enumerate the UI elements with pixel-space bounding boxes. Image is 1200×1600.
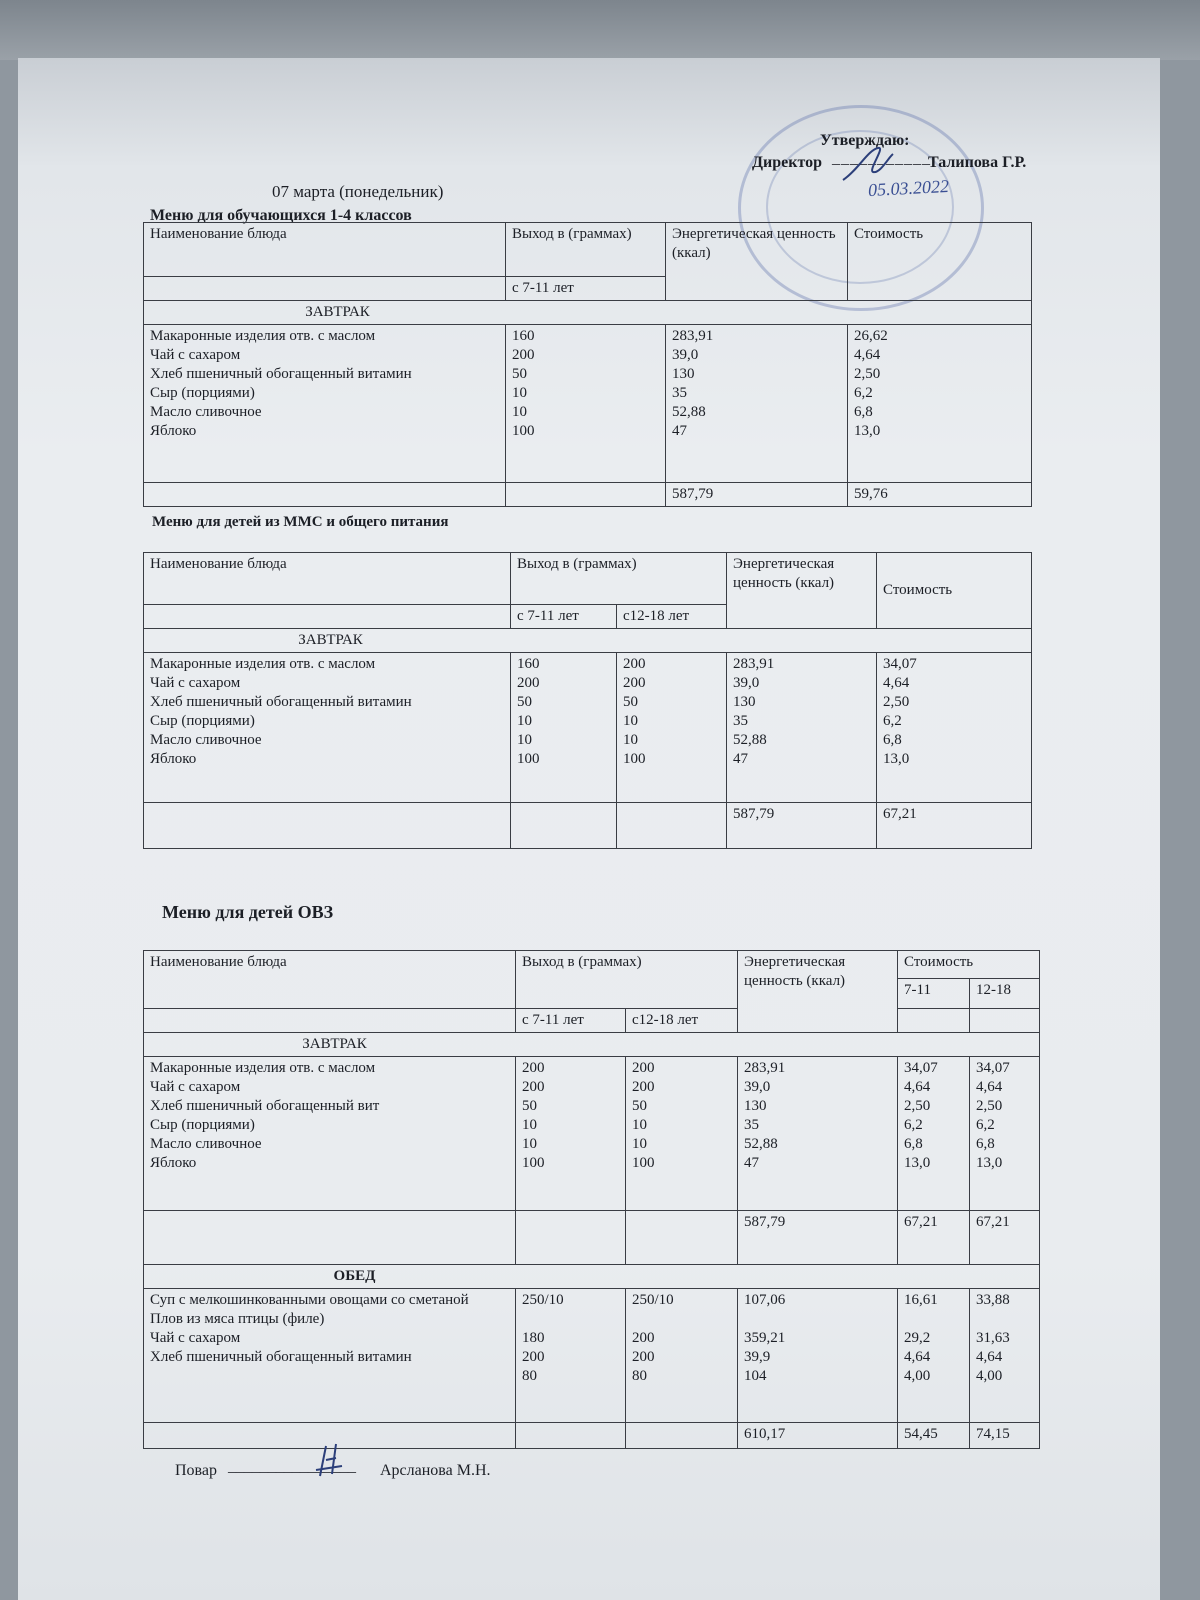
cook-signature-line: ________________ [228,1458,356,1475]
section3-meal-lunch: ОБЕД [144,1265,1040,1289]
section2-yield2: 200 200 50 10 10 100 [617,653,727,803]
section3-breakfast-total-cost2: 67,21 [970,1211,1040,1265]
section2-sub-age2: с12-18 лет [617,605,727,629]
section3-breakfast-total-cost1: 67,21 [898,1211,970,1265]
section1-dishes: Макаронные изделия отв. с маслом Чай с сахаром Хлеб пшеничный обогащенный витамин Сыр (порциями) Масло сливочное Яблоко [144,325,506,483]
section3-cost-sub1: 7-11 [898,979,970,1009]
section3-breakfast-total-empty [144,1211,516,1265]
section1-total-energy: 587,79 [666,483,848,507]
approve-label: Утверждаю: [820,132,910,149]
section2-total-empty3 [617,803,727,849]
section2-total-empty2 [511,803,617,849]
section1-col-cost: Стоимость [848,223,1032,301]
section3-breakfast-energy: 283,91 39,0 130 35 52,88 47 [738,1057,898,1211]
section1-sub-age: с 7-11 лет [506,277,666,301]
section3-lunch-total-empty2 [516,1423,626,1449]
section2-total-empty [144,803,511,849]
section3-breakfast-yield2: 200 200 50 10 10 100 [626,1057,738,1211]
section2-meal: ЗАВТРАК [144,629,1032,653]
section1-energy: 283,91 39,0 130 35 52,88 47 [666,325,848,483]
section3-breakfast-total-energy: 587,79 [738,1211,898,1265]
director-signature-line: ___________ [832,150,931,167]
section3-breakfast-yield1: 200 200 50 10 10 100 [516,1057,626,1211]
section2-col-name: Наименование блюда [144,553,511,605]
section3-lunch-yield2: 250/10 200 200 80 [626,1289,738,1423]
section3-col-energy: Энергетическая ценность (ккал) [738,951,898,1033]
section1-total-empty [144,483,506,507]
section3-lunch-total-cost2: 74,15 [970,1423,1040,1449]
section3-lunch-dishes: Суп с мелкошинкованными овощами со сметаной Плов из мяса птицы (филе) Чай с сахаром Хлеб пшеничный обогащенный витамин [144,1289,516,1423]
section2-sub-age1: с 7-11 лет [511,605,617,629]
section3-empty-cell [144,1009,516,1033]
section3-title: Меню для детей ОВЗ [162,902,334,922]
section3-breakfast-cost1: 34,07 4,64 2,50 6,2 6,8 13,0 [898,1057,970,1211]
section3-table [143,950,1040,1449]
section1-col-name: Наименование блюда [144,223,506,277]
director-label: Директор [752,154,822,171]
section2-cost: 34,07 4,64 2,50 6,2 6,8 13,0 [877,653,1032,803]
section2-col-cost: Стоимость [877,553,1032,629]
section1-col-energy: Энергетическая ценность (ккал) [666,223,848,301]
section1-meal: ЗАВТРАК [144,301,1032,325]
stamp-date: 05.03.2022 [867,175,950,201]
section3-breakfast-total-empty3 [626,1211,738,1265]
section2-col-yield: Выход в (граммах) [511,553,727,605]
section1-empty-cell [144,277,506,301]
section1-cost: 26,62 4,64 2,50 6,2 6,8 13,0 [848,325,1032,483]
section3-meal-breakfast: ЗАВТРАК [144,1033,1040,1057]
section2-yield1: 160 200 50 10 10 100 [511,653,617,803]
section3-breakfast-dishes: Макаронные изделия отв. с маслом Чай с сахаром Хлеб пшеничный обогащенный вит Сыр (порциями) Масло сливочное Яблоко [144,1057,516,1211]
menu-date: 07 марта (понедельник) [272,182,444,201]
section3-lunch-total-energy: 610,17 [738,1423,898,1449]
section1-title: Меню для обучающихся 1-4 классов [150,207,412,224]
section2-table [143,552,1032,849]
section3-lunch-total-cost1: 54,45 [898,1423,970,1449]
section3-empty-cost2 [970,1009,1040,1033]
section3-lunch-cost1: 16,61 29,2 4,64 4,00 [898,1289,970,1423]
cook-signature [312,1440,348,1480]
section2-energy: 283,91 39,0 130 35 52,88 47 [727,653,877,803]
section2-title: Меню для детей из ММС и общего питания [152,514,449,530]
section3-col-yield: Выход в (граммах) [516,951,738,1009]
section3-sub-age2: с12-18 лет [626,1009,738,1033]
section1-total-cost: 59,76 [848,483,1032,507]
section3-breakfast-cost2: 34,07 4,64 2,50 6,2 6,8 13,0 [970,1057,1040,1211]
section3-lunch-energy: 107,06 359,21 39,9 104 [738,1289,898,1423]
cook-name: Арсланова М.Н. [380,1462,491,1479]
section3-col-name: Наименование блюда [144,951,516,1009]
section3-empty-cost1 [898,1009,970,1033]
section1-table [143,222,1032,507]
section2-empty-cell [144,605,511,629]
section3-col-cost: Стоимость [898,951,1040,979]
section3-lunch-yield1: 250/10 180 200 80 [516,1289,626,1423]
section2-total-energy: 587,79 [727,803,877,849]
section1-col-yield: Выход в (граммах) [506,223,666,277]
cook-label: Повар [175,1462,217,1479]
section2-total-cost: 67,21 [877,803,1032,849]
section3-sub-age1: с 7-11 лет [516,1009,626,1033]
section3-lunch-cost2: 33,88 31,63 4,64 4,00 [970,1289,1040,1423]
section3-breakfast-total-empty2 [516,1211,626,1265]
section2-col-energy: Энергетическая ценность (ккал) [727,553,877,629]
section1-total-empty2 [506,483,666,507]
photo-background-top [0,0,1200,60]
section3-lunch-total-empty3 [626,1423,738,1449]
section1-yield: 160 200 50 10 10 100 [506,325,666,483]
director-name: Талипова Г.Р. [928,154,1027,171]
section3-cost-sub2: 12-18 [970,979,1040,1009]
section2-dishes: Макаронные изделия отв. с маслом Чай с сахаром Хлеб пшеничный обогащенный витамин Сыр (порциями) Масло сливочное Яблоко [144,653,511,803]
